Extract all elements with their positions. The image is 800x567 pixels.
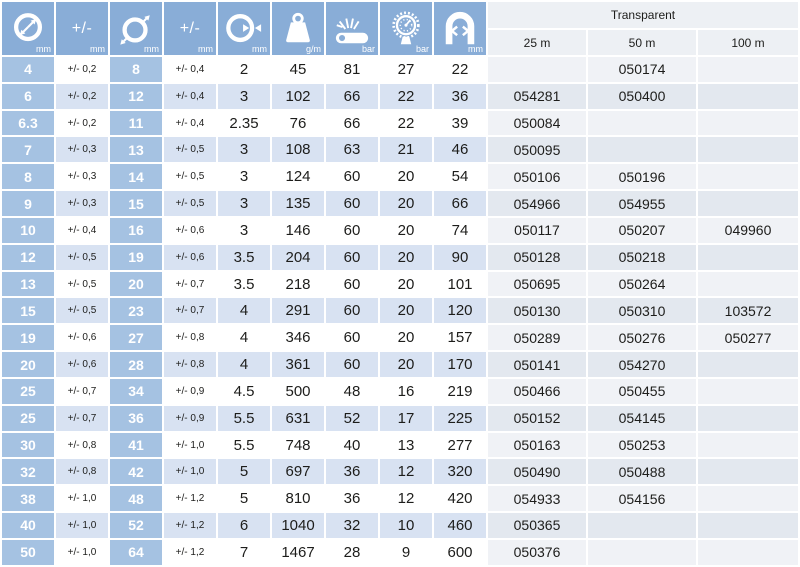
part-number-50m: 054145	[588, 406, 696, 431]
wall-thickness-value: 4	[218, 325, 270, 350]
part-number-100m	[698, 164, 798, 189]
inner-diameter-value: 4	[2, 57, 54, 82]
inner-diameter-tolerance: +/- 0,7	[56, 379, 108, 404]
bend-radius-value: 460	[434, 513, 486, 538]
bend-radius-icon	[434, 10, 486, 48]
weight-value: 135	[272, 191, 324, 216]
outer-diameter-value: 15	[110, 191, 162, 216]
outer-diameter-value: 13	[110, 137, 162, 162]
length-25m-column-header: 25 m	[488, 30, 586, 55]
part-number-25m: 050106	[488, 164, 586, 189]
bend-radius-value: 101	[434, 272, 486, 297]
part-number-25m: 050466	[488, 379, 586, 404]
outer-diameter-value: 42	[110, 459, 162, 484]
inner-diameter-tolerance: +/- 0,3	[56, 137, 108, 162]
table-row	[2, 325, 798, 350]
weight-column-header	[272, 2, 324, 55]
burst-pressure-value: 60	[326, 191, 378, 216]
inner-diameter-value: 6	[2, 84, 54, 109]
wall-thickness-value: 5	[218, 486, 270, 511]
burst-pressure-icon	[326, 10, 378, 48]
vacuum-value: 22	[380, 84, 432, 109]
weight-value: 45	[272, 57, 324, 82]
wall-thickness-value: 5.5	[218, 406, 270, 431]
vacuum-value: 20	[380, 325, 432, 350]
outer-diameter-value: 8	[110, 57, 162, 82]
bend-radius-value: 219	[434, 379, 486, 404]
weight-value: 218	[272, 272, 324, 297]
vacuum-value: 13	[380, 433, 432, 458]
wall-thickness-unit: mm	[252, 44, 267, 54]
part-number-100m	[698, 57, 798, 82]
inner-diameter-tolerance: +/- 0,6	[56, 325, 108, 350]
outer-diameter-column-header	[110, 2, 162, 55]
inner-diameter-tolerance: +/- 0,8	[56, 433, 108, 458]
outer-diameter-value: 16	[110, 218, 162, 243]
burst-pressure-value: 36	[326, 459, 378, 484]
burst-pressure-value: 60	[326, 272, 378, 297]
outer-diameter-value: 48	[110, 486, 162, 511]
inner-diameter-value: 30	[2, 433, 54, 458]
inner-diameter-tolerance: +/- 1,0	[56, 513, 108, 538]
vacuum-value: 12	[380, 486, 432, 511]
bend-radius-value: 39	[434, 111, 486, 136]
outer-tolerance-column-header	[164, 2, 216, 55]
inner-diameter-value: 25	[2, 379, 54, 404]
inner-diameter-value: 25	[2, 406, 54, 431]
burst-pressure-value: 60	[326, 352, 378, 377]
outer-diameter-icon	[110, 10, 162, 48]
burst-pressure-value: 63	[326, 137, 378, 162]
weight-value: 1040	[272, 513, 324, 538]
weight-value: 631	[272, 406, 324, 431]
outer-diameter-tolerance: +/- 0,7	[164, 298, 216, 323]
part-number-100m: 050277	[698, 325, 798, 350]
vacuum-value: 9	[380, 540, 432, 565]
part-number-50m: 050207	[588, 218, 696, 243]
weight-value: 102	[272, 84, 324, 109]
inner-diameter-tolerance: +/- 0,2	[56, 84, 108, 109]
table-row	[2, 433, 798, 458]
burst-pressure-value: 60	[326, 298, 378, 323]
outer-diameter-tolerance: +/- 0,4	[164, 111, 216, 136]
outer-diameter-value: 28	[110, 352, 162, 377]
part-number-50m	[588, 540, 696, 565]
table-row	[2, 379, 798, 404]
burst-pressure-value: 60	[326, 245, 378, 270]
table-row	[2, 245, 798, 270]
outer-diameter-value: 64	[110, 540, 162, 565]
part-number-50m: 054270	[588, 352, 696, 377]
bend-radius-value: 90	[434, 245, 486, 270]
part-number-25m: 050084	[488, 111, 586, 136]
wall-thickness-value: 4	[218, 352, 270, 377]
bend-radius-value: 36	[434, 84, 486, 109]
burst-pressure-value: 36	[326, 486, 378, 511]
inner-diameter-column-header	[2, 2, 54, 55]
wall-thickness-value: 2.35	[218, 111, 270, 136]
burst-pressure-value: 48	[326, 379, 378, 404]
outer-diameter-value: 12	[110, 84, 162, 109]
part-number-100m	[698, 137, 798, 162]
part-number-25m: 050130	[488, 298, 586, 323]
outer-diameter-tolerance: +/- 1,2	[164, 513, 216, 538]
outer-diameter-tolerance: +/- 0,8	[164, 325, 216, 350]
weight-value: 291	[272, 298, 324, 323]
inner-diameter-value: 9	[2, 191, 54, 216]
vacuum-value: 27	[380, 57, 432, 82]
weight-unit: g/m	[305, 44, 321, 54]
part-number-25m: 054281	[488, 84, 586, 109]
bend-radius-value: 22	[434, 57, 486, 82]
inner-diameter-value: 13	[2, 272, 54, 297]
part-number-25m: 050490	[488, 459, 586, 484]
weight-value: 810	[272, 486, 324, 511]
bend-radius-value: 120	[434, 298, 486, 323]
length-50m-column-header: 50 m	[588, 30, 696, 55]
burst-pressure-value: 81	[326, 57, 378, 82]
part-number-100m	[698, 84, 798, 109]
vacuum-value: 20	[380, 352, 432, 377]
vacuum-value: 20	[380, 245, 432, 270]
inner-diameter-value: 12	[2, 245, 54, 270]
table-row	[2, 84, 798, 109]
vacuum-value: 16	[380, 379, 432, 404]
part-number-100m	[698, 459, 798, 484]
inner-diameter-value: 38	[2, 486, 54, 511]
outer-diameter-value: 20	[110, 272, 162, 297]
outer-diameter-tolerance: +/- 1,0	[164, 459, 216, 484]
bend-radius-value: 46	[434, 137, 486, 162]
part-number-50m	[588, 111, 696, 136]
bend-radius-value: 420	[434, 486, 486, 511]
weight-value: 748	[272, 433, 324, 458]
transparent-group-header: Transparent	[488, 2, 798, 28]
outer-diameter-unit: mm	[144, 44, 159, 54]
inner-diameter-value: 40	[2, 513, 54, 538]
outer-diameter-tolerance: +/- 1,0	[164, 433, 216, 458]
vacuum-column-header	[380, 2, 432, 55]
bend-radius-value: 320	[434, 459, 486, 484]
wall-thickness-value: 2	[218, 57, 270, 82]
inner-diameter-tolerance: +/- 1,0	[56, 540, 108, 565]
vacuum-unit: bar	[415, 44, 429, 54]
part-number-50m	[588, 137, 696, 162]
part-number-100m: 103572	[698, 298, 798, 323]
table-row	[2, 540, 798, 565]
weight-value: 1467	[272, 540, 324, 565]
wall-thickness-value: 5	[218, 459, 270, 484]
inner-diameter-tolerance: +/- 0,6	[56, 352, 108, 377]
outer-diameter-tolerance: +/- 0,7	[164, 272, 216, 297]
outer-diameter-tolerance: +/- 0,5	[164, 164, 216, 189]
bend-radius-column-header	[434, 2, 486, 55]
part-number-100m	[698, 352, 798, 377]
outer-diameter-value: 23	[110, 298, 162, 323]
outer-diameter-tolerance: +/- 0,6	[164, 245, 216, 270]
vacuum-value: 20	[380, 218, 432, 243]
weight-value: 76	[272, 111, 324, 136]
table-row	[2, 272, 798, 297]
wall-thickness-icon	[218, 10, 270, 48]
vacuum-value: 22	[380, 111, 432, 136]
table-row	[2, 486, 798, 511]
part-number-25m: 054933	[488, 486, 586, 511]
part-number-50m: 050196	[588, 164, 696, 189]
part-number-25m: 050141	[488, 352, 586, 377]
table-row	[2, 298, 798, 323]
inner-diameter-value: 19	[2, 325, 54, 350]
wall-thickness-value: 4	[218, 298, 270, 323]
part-number-100m	[698, 191, 798, 216]
bend-radius-value: 157	[434, 325, 486, 350]
wall-thickness-value: 4.5	[218, 379, 270, 404]
part-number-50m: 054955	[588, 191, 696, 216]
vacuum-value: 12	[380, 459, 432, 484]
wall-thickness-value: 3	[218, 164, 270, 189]
part-number-50m: 054156	[588, 486, 696, 511]
wall-thickness-value: 3.5	[218, 245, 270, 270]
inner-diameter-tolerance: +/- 0,7	[56, 406, 108, 431]
part-number-100m	[698, 486, 798, 511]
part-number-25m: 050376	[488, 540, 586, 565]
part-number-50m: 050310	[588, 298, 696, 323]
inner-diameter-value: 50	[2, 540, 54, 565]
bend-radius-unit: mm	[468, 44, 483, 54]
table-row	[2, 191, 798, 216]
bend-radius-value: 66	[434, 191, 486, 216]
plus-minus-label: +/-	[179, 19, 201, 37]
weight-value: 108	[272, 137, 324, 162]
outer-diameter-tolerance: +/- 1,2	[164, 540, 216, 565]
inner-diameter-tolerance: +/- 1,0	[56, 486, 108, 511]
wall-thickness-value: 5.5	[218, 433, 270, 458]
weight-value: 361	[272, 352, 324, 377]
vacuum-value: 20	[380, 191, 432, 216]
outer-diameter-value: 14	[110, 164, 162, 189]
outer-diameter-tolerance: +/- 0,9	[164, 379, 216, 404]
part-number-50m	[588, 513, 696, 538]
inner-diameter-tolerance: +/- 0,5	[56, 298, 108, 323]
outer-diameter-value: 27	[110, 325, 162, 350]
table-row	[2, 406, 798, 431]
weight-icon	[272, 10, 324, 48]
plus-minus-label: +/-	[71, 19, 93, 37]
part-number-50m: 050455	[588, 379, 696, 404]
wall-thickness-value: 3	[218, 191, 270, 216]
inner-diameter-tolerance: +/- 0,3	[56, 191, 108, 216]
outer-diameter-tolerance: +/- 0,4	[164, 57, 216, 82]
part-number-100m	[698, 379, 798, 404]
vacuum-value: 10	[380, 513, 432, 538]
burst-pressure-value: 40	[326, 433, 378, 458]
part-number-50m: 050218	[588, 245, 696, 270]
part-number-100m	[698, 540, 798, 565]
outer-diameter-tolerance: +/- 0,6	[164, 218, 216, 243]
part-number-25m: 050152	[488, 406, 586, 431]
part-number-25m: 050365	[488, 513, 586, 538]
inner-tolerance-unit: mm	[90, 44, 105, 54]
inner-diameter-value: 32	[2, 459, 54, 484]
burst-pressure-value: 52	[326, 406, 378, 431]
outer-diameter-value: 34	[110, 379, 162, 404]
wall-thickness-value: 3	[218, 137, 270, 162]
part-number-25m: 050695	[488, 272, 586, 297]
wall-thickness-column-header	[218, 2, 270, 55]
bend-radius-value: 277	[434, 433, 486, 458]
bend-radius-value: 600	[434, 540, 486, 565]
table-row	[2, 57, 798, 82]
burst-pressure-value: 66	[326, 111, 378, 136]
burst-pressure-value: 66	[326, 84, 378, 109]
part-number-50m: 050400	[588, 84, 696, 109]
wall-thickness-value: 7	[218, 540, 270, 565]
outer-diameter-tolerance: +/- 0,5	[164, 137, 216, 162]
vacuum-value: 20	[380, 272, 432, 297]
bend-radius-value: 54	[434, 164, 486, 189]
burst-pressure-value: 28	[326, 540, 378, 565]
part-number-25m	[488, 57, 586, 82]
weight-value: 346	[272, 325, 324, 350]
inner-diameter-tolerance: +/- 0,2	[56, 57, 108, 82]
part-number-100m	[698, 433, 798, 458]
wall-thickness-value: 6	[218, 513, 270, 538]
burst-pressure-value: 60	[326, 218, 378, 243]
vacuum-gauge-icon	[380, 10, 432, 48]
bend-radius-value: 170	[434, 352, 486, 377]
inner-diameter-icon	[2, 10, 54, 48]
inner-diameter-tolerance: +/- 0,4	[56, 218, 108, 243]
wall-thickness-value: 3	[218, 84, 270, 109]
inner-diameter-value: 7	[2, 137, 54, 162]
part-number-25m: 050095	[488, 137, 586, 162]
part-number-25m: 050163	[488, 433, 586, 458]
vacuum-value: 17	[380, 406, 432, 431]
part-number-25m: 054966	[488, 191, 586, 216]
inner-diameter-value: 6.3	[2, 111, 54, 136]
inner-diameter-value: 15	[2, 298, 54, 323]
burst-pressure-column-header	[326, 2, 378, 55]
vacuum-value: 20	[380, 298, 432, 323]
vacuum-value: 20	[380, 164, 432, 189]
inner-diameter-tolerance: +/- 0,2	[56, 111, 108, 136]
inner-diameter-value: 8	[2, 164, 54, 189]
table-row	[2, 137, 798, 162]
outer-diameter-tolerance: +/- 0,8	[164, 352, 216, 377]
inner-diameter-value: 10	[2, 218, 54, 243]
weight-value: 697	[272, 459, 324, 484]
part-number-50m: 050253	[588, 433, 696, 458]
burst-pressure-value: 60	[326, 164, 378, 189]
part-number-25m: 050128	[488, 245, 586, 270]
part-number-25m: 050289	[488, 325, 586, 350]
part-number-100m	[698, 272, 798, 297]
outer-diameter-value: 41	[110, 433, 162, 458]
inner-diameter-tolerance: +/- 0,5	[56, 245, 108, 270]
part-number-50m: 050264	[588, 272, 696, 297]
part-number-100m: 049960	[698, 218, 798, 243]
wall-thickness-value: 3	[218, 218, 270, 243]
table-body	[2, 57, 798, 565]
bend-radius-value: 74	[434, 218, 486, 243]
burst-pressure-value: 32	[326, 513, 378, 538]
inner-diameter-tolerance: +/- 0,3	[56, 164, 108, 189]
weight-value: 204	[272, 245, 324, 270]
inner-diameter-tolerance: +/- 0,8	[56, 459, 108, 484]
burst-pressure-unit: bar	[361, 44, 375, 54]
weight-value: 500	[272, 379, 324, 404]
part-number-50m: 050276	[588, 325, 696, 350]
vacuum-value: 21	[380, 137, 432, 162]
inner-tolerance-column-header	[56, 2, 108, 55]
outer-diameter-tolerance: +/- 1,2	[164, 486, 216, 511]
table-row	[2, 352, 798, 377]
outer-diameter-tolerance: +/- 0,4	[164, 84, 216, 109]
burst-pressure-value: 60	[326, 325, 378, 350]
outer-diameter-tolerance: +/- 0,9	[164, 406, 216, 431]
part-number-100m	[698, 111, 798, 136]
inner-diameter-unit: mm	[36, 44, 51, 54]
outer-diameter-value: 11	[110, 111, 162, 136]
weight-value: 124	[272, 164, 324, 189]
outer-diameter-value: 19	[110, 245, 162, 270]
table-row	[2, 111, 798, 136]
part-number-25m: 050117	[488, 218, 586, 243]
outer-tolerance-unit: mm	[198, 44, 213, 54]
part-number-100m	[698, 513, 798, 538]
inner-diameter-value: 20	[2, 352, 54, 377]
outer-diameter-value: 52	[110, 513, 162, 538]
table-row	[2, 164, 798, 189]
bend-radius-value: 225	[434, 406, 486, 431]
outer-diameter-tolerance: +/- 0,5	[164, 191, 216, 216]
part-number-50m: 050174	[588, 57, 696, 82]
part-number-50m: 050488	[588, 459, 696, 484]
table-row	[2, 218, 798, 243]
table-row	[2, 459, 798, 484]
weight-value: 146	[272, 218, 324, 243]
table-row	[2, 513, 798, 538]
wall-thickness-value: 3.5	[218, 272, 270, 297]
part-number-100m	[698, 245, 798, 270]
part-number-100m	[698, 406, 798, 431]
inner-diameter-tolerance: +/- 0,5	[56, 272, 108, 297]
length-100m-column-header: 100 m	[698, 30, 798, 55]
outer-diameter-value: 36	[110, 406, 162, 431]
